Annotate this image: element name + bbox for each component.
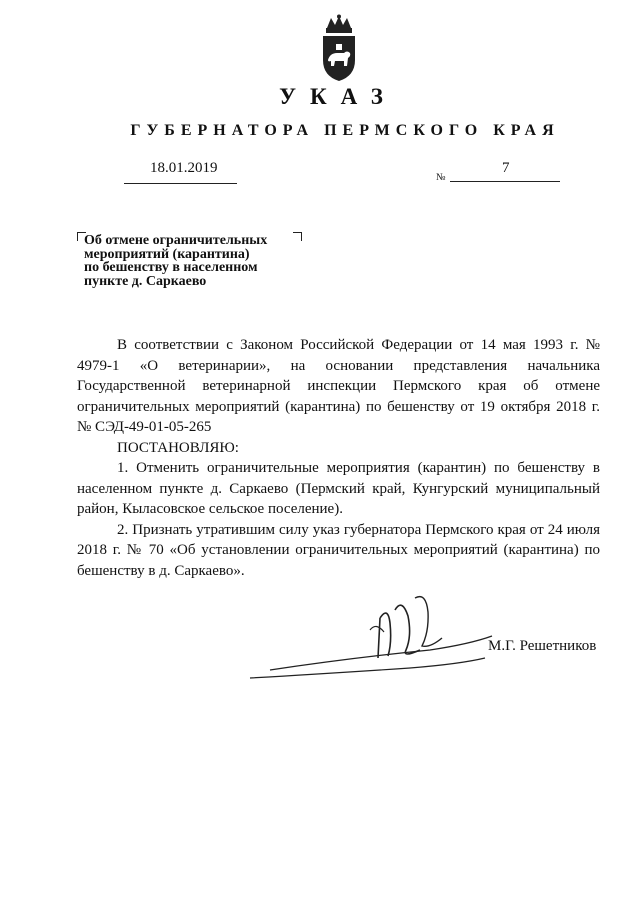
document-number: 7	[502, 160, 510, 176]
signer-name: М.Г. Решетников	[488, 638, 597, 654]
document-type: УКАЗ	[279, 84, 397, 109]
date-underline	[124, 183, 237, 184]
preamble-paragraph: В соответствии с Законом Российской Федерации от 14 мая 1993 г. № 4979-1 «О ветеринарии», на основании представления начальника Государственной ветеринарной инспекции Пермского края об отмене ограничительных мероприятий (карантина) по бешенству от 19 октября 2018 г. № СЭД-49-01-05-265	[77, 337, 600, 435]
decree-item-1: 1. Отменить ограничительные мероприятия (карантин) по бешенству в населенном пункте д. Саркаево (Пермский край, Кунгурский муниципальный район, Кыласовское сельское поселение).	[77, 460, 600, 517]
subject-line: пункте д. Саркаево	[84, 273, 207, 289]
subject-line: мероприятий (карантина)	[84, 246, 250, 262]
decree-body	[77, 335, 600, 581]
decree-word: ПОСТАНОВЛЯЮ:	[117, 439, 239, 456]
coat-of-arms-icon	[317, 14, 361, 84]
document-author: ГУБЕРНАТОРА ПЕРМСКОГО КРАЯ	[130, 122, 560, 139]
number-label: №	[436, 172, 446, 183]
decree-item-2: 2. Признать утратившим силу указ губернатора Пермского края от 24 июля 2018 г. № 70 «Об установлении ограничительных мероприятий (карантина) по бешенству в д. Саркаево».	[77, 521, 600, 579]
subject-line: по бешенству в населенном	[84, 260, 258, 275]
subject-line: Об отмене ограничительных	[84, 233, 268, 248]
document-date: 18.01.2019	[150, 160, 218, 176]
number-underline	[450, 181, 560, 182]
subject-heading	[84, 234, 304, 288]
handwritten-signature	[230, 588, 500, 688]
